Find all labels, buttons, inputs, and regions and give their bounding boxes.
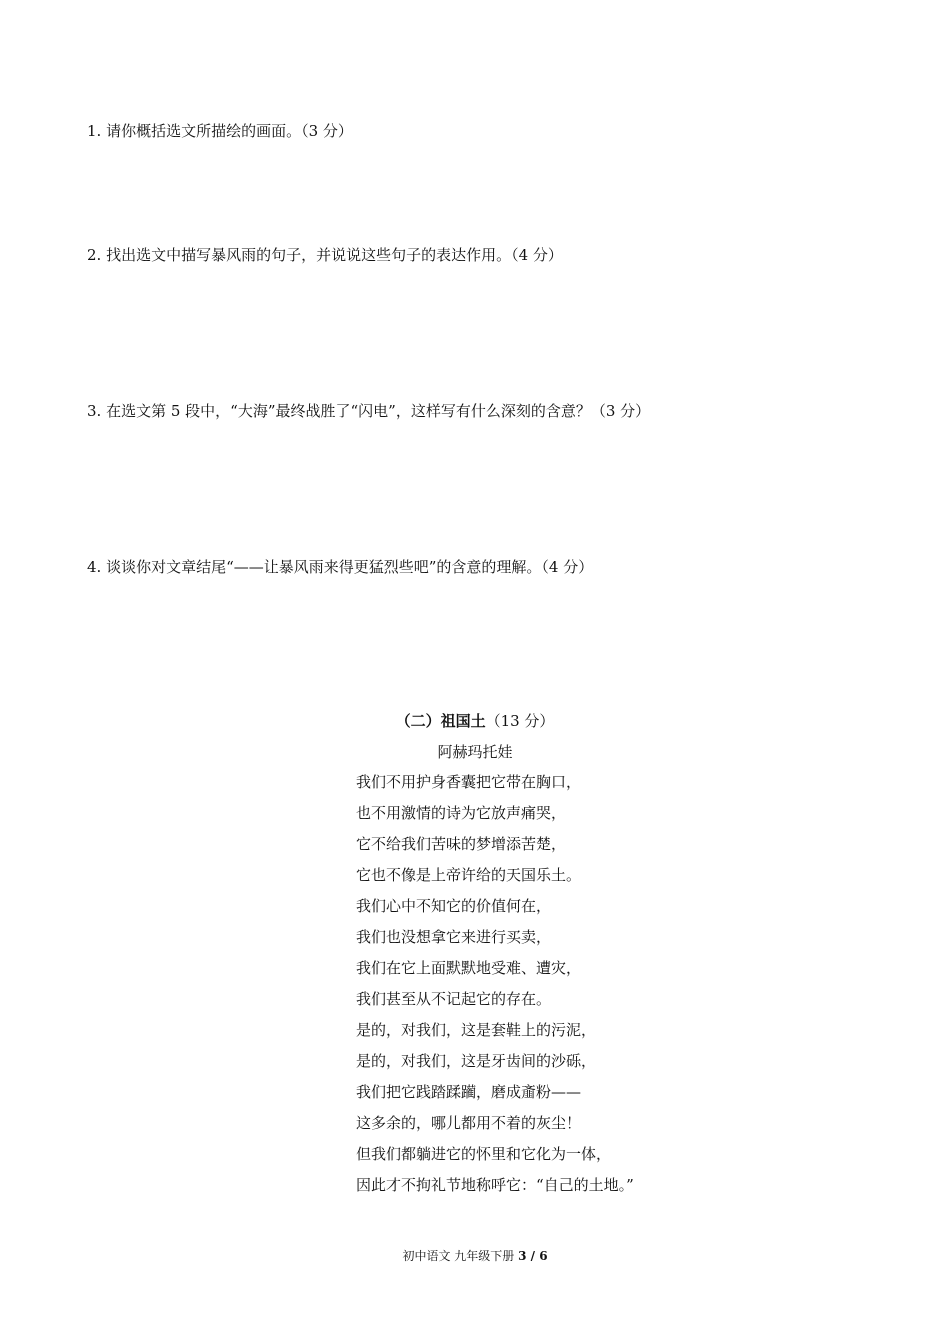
poem-line: 它不给我们苦味的梦增添苦楚， bbox=[356, 835, 567, 853]
poem-line: 我们在它上面默默地受难、遭灾， bbox=[356, 959, 582, 977]
question-1: 1. 请你概括选文所描绘的画面。（3 分） bbox=[87, 122, 353, 140]
footer-subject: 初中语文 九年级下册 bbox=[402, 1249, 515, 1263]
question-2: 2. 找出选文中描写暴风雨的句子，并说说这些句子的表达作用。（4 分） bbox=[87, 246, 563, 264]
question-4: 4. 谈谈你对文章结尾“——让暴风雨来得更猛烈些吧”的含意的理解。（4 分） bbox=[87, 558, 594, 576]
poem-line: 这多余的，哪儿都用不着的灰尘！ bbox=[356, 1114, 582, 1132]
section-score: （13 分） bbox=[485, 712, 555, 730]
poem-line: 但我们都躺进它的怀里和它化为一体， bbox=[356, 1145, 612, 1163]
section-title bbox=[0, 711, 950, 731]
poem-line: 它也不像是上帝许给的天国乐土。 bbox=[356, 866, 582, 884]
poem-line: 我们不用护身香囊把它带在胸口， bbox=[356, 773, 582, 791]
poem-line: 我们甚至从不记起它的存在。 bbox=[356, 990, 552, 1008]
poem-line: 是的，对我们，这是套鞋上的污泥， bbox=[356, 1021, 597, 1039]
section-title-text: （二）祖国土 bbox=[395, 712, 486, 730]
poem-line: 因此才不拘礼节地称呼它：“自己的土地。” bbox=[356, 1176, 634, 1194]
page-number: 3 / 6 bbox=[518, 1249, 548, 1263]
poem-line: 我们心中不知它的价值何在， bbox=[356, 897, 552, 915]
poem-line: 是的，对我们，这是牙齿间的沙砾， bbox=[356, 1052, 597, 1070]
poem-author: 阿赫玛托娃 bbox=[437, 743, 513, 761]
poem-line: 我们把它践踏蹂躏，磨成齑粉—— bbox=[356, 1083, 582, 1101]
page-footer bbox=[0, 1248, 950, 1264]
question-3: 3. 在选文第 5 段中，“大海”最终战胜了“闪电”，这样写有什么深刻的含意？（3 分） bbox=[87, 402, 651, 420]
poem-body bbox=[356, 772, 634, 1206]
poem-line: 也不用激情的诗为它放声痛哭， bbox=[356, 804, 567, 822]
poem-line: 我们也没想拿它来进行买卖， bbox=[356, 928, 552, 946]
